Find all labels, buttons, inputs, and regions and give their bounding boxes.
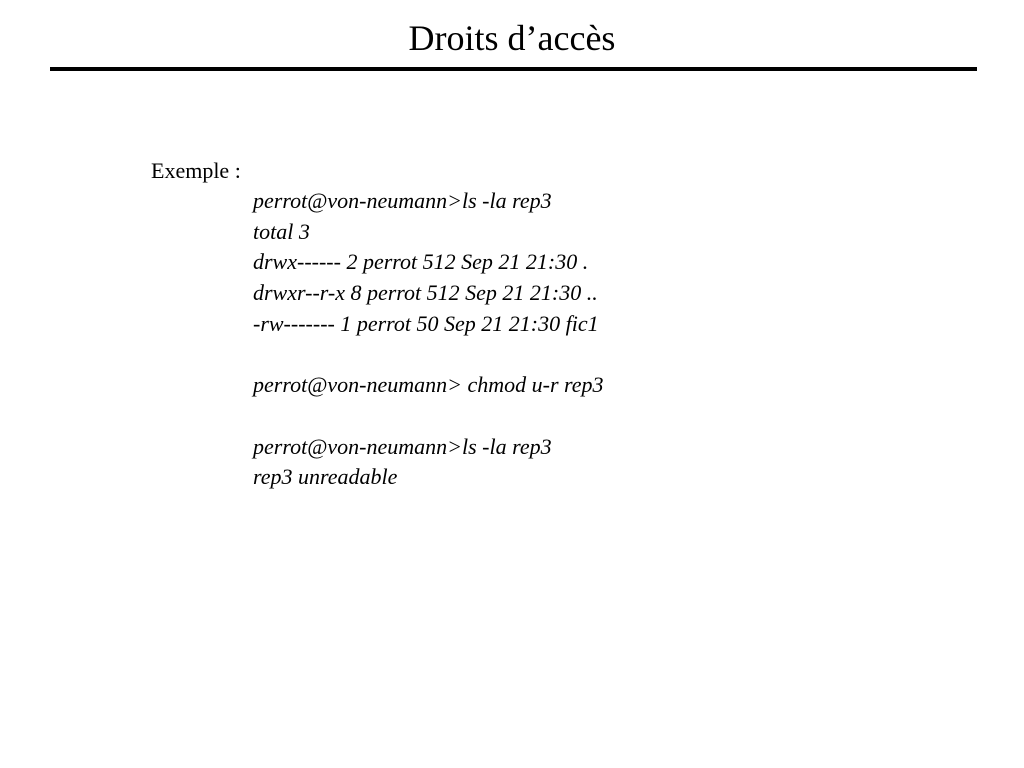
terminal-line-command-ls: perrot@von-neumann>ls -la rep3 — [253, 188, 552, 213]
terminal-line-command-ls-again: perrot@von-neumann>ls -la rep3 — [253, 433, 552, 459]
slide-title: Droits d’accès — [408, 18, 616, 58]
example-label: Exemple : — [151, 158, 241, 183]
title-divider — [50, 67, 977, 71]
terminal-line-total: total 3 — [253, 218, 310, 244]
terminal-line-entry-current-dir: drwx------ 2 perrot 512 Sep 21 21:30 . — [253, 249, 589, 275]
terminal-transcript — [253, 186, 604, 493]
terminal-line-entry-parent-dir: drwxr--r-x 8 perrot 512 Sep 21 21:30 .. — [253, 280, 598, 306]
terminal-line-entry-fic1: -rw------- 1 perrot 50 Sep 21 21:30 fic1 — [253, 310, 599, 336]
terminal-line-blank — [253, 401, 604, 432]
terminal-line-error: rep3 unreadable — [253, 464, 398, 490]
terminal-line-command-chmod: perrot@von-neumann> chmod u-r rep3 — [253, 372, 604, 398]
terminal-line-blank — [253, 339, 604, 370]
